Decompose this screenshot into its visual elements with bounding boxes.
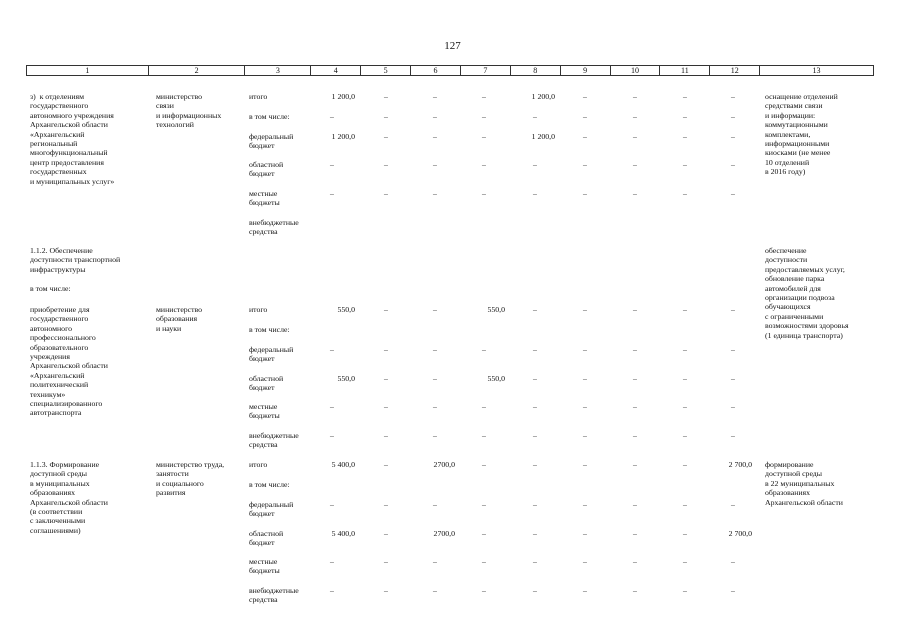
value-cell-col-7: – [482,500,486,509]
value-cell-col-6: 2700,0 [433,529,455,538]
table-header [26,65,874,76]
value-cell-col-11: – [683,305,687,314]
value-cell-col-6: – [433,305,437,314]
value-cell-col-5: – [384,586,388,595]
value-cell-col-9: – [583,92,587,101]
value-cell-col-6: – [433,557,437,566]
value-cell-col-11: – [683,431,687,440]
line-label: внебюджетные средства [249,431,299,450]
value-cell-col-4: – [330,112,334,121]
value-cell-col-6: 2700,0 [433,460,455,469]
value-cell-col-8: – [533,586,537,595]
value-cell-col-10: – [633,345,637,354]
row-executor: министерство труда, занятости и социального развития [156,460,225,498]
value-cell-col-6: – [433,189,437,198]
value-cell-col-4: – [330,160,334,169]
line-label: итого [249,460,268,469]
value-cell-col-11: – [683,557,687,566]
value-cell-col-11: – [683,189,687,198]
value-cell-col-7: 550,0 [487,374,505,383]
line-label: областной бюджет [249,160,284,179]
value-cell-col-5: – [384,402,388,411]
value-cell-col-7: – [482,586,486,595]
value-cell-col-9: – [583,557,587,566]
value-cell-col-4: 550,0 [337,374,355,383]
value-cell-col-10: – [633,557,637,566]
value-cell-col-10: – [633,586,637,595]
line-label: местные бюджеты [249,402,280,421]
value-cell-col-12: – [731,92,735,101]
value-cell-col-8: – [533,529,537,538]
value-cell-col-11: – [683,160,687,169]
value-cell-col-12: – [731,402,735,411]
value-cell-col-5: – [384,374,388,383]
value-cell-col-5: – [384,460,388,469]
value-cell-col-8: – [533,460,537,469]
value-cell-col-4: 1 200,0 [331,132,355,141]
value-cell-col-5: – [384,92,388,101]
value-cell-col-6: – [433,402,437,411]
row-name: 1.1.2. Обеспечение доступности транспортной инфраструктуры [30,246,121,274]
value-cell-col-6: – [433,132,437,141]
value-cell-col-10: – [633,305,637,314]
line-label: в том числе: [249,325,290,334]
value-cell-col-8: – [533,431,537,440]
value-cell-col-4: – [330,431,334,440]
value-cell-col-11: – [683,500,687,509]
value-cell-col-12: – [731,305,735,314]
line-label: итого [249,305,268,314]
value-cell-col-4: – [330,189,334,198]
value-cell-col-12: – [731,374,735,383]
value-cell-col-11: – [683,374,687,383]
header-col-3: 3 [245,66,311,75]
value-cell-col-10: – [633,402,637,411]
value-cell-col-12: – [731,112,735,121]
value-cell-col-5: – [384,500,388,509]
value-cell-col-8: 1 200,0 [531,132,555,141]
value-cell-col-11: – [683,586,687,595]
line-label: в том числе: [249,480,290,489]
value-cell-col-7: – [482,345,486,354]
value-cell-col-6: – [433,500,437,509]
value-cell-col-7: – [482,460,486,469]
row-name: приобретение для государственного автономного профессионального образовательного учреждения Архангельской области «Архангельский политехнический техникум» специализированного автотранспорта [30,305,108,418]
value-cell-col-11: – [683,132,687,141]
value-cell-col-7: – [482,557,486,566]
value-cell-col-11: – [683,460,687,469]
value-cell-col-12: – [731,345,735,354]
value-cell-col-8: – [533,557,537,566]
row-name: 1.1.3. Формирование доступной среды в муниципальных образованиях Архангельской области (в соответствии с заключенными соглашениями) [30,460,108,535]
line-label: итого [249,92,268,101]
value-cell-col-4: – [330,586,334,595]
value-cell-col-9: – [583,374,587,383]
value-cell-col-6: – [433,112,437,121]
value-cell-col-12: – [731,586,735,595]
value-cell-col-12: – [731,160,735,169]
line-label: местные бюджеты [249,189,280,208]
value-cell-col-12: – [731,557,735,566]
value-cell-col-8: – [533,305,537,314]
value-cell-col-5: – [384,189,388,198]
value-cell-col-7: 550,0 [487,305,505,314]
value-cell-col-9: – [583,189,587,198]
value-cell-col-8: – [533,160,537,169]
header-col-8: 8 [511,66,561,75]
value-cell-col-8: – [533,189,537,198]
value-cell-col-8: – [533,345,537,354]
header-col-5: 5 [361,66,411,75]
value-cell-col-9: – [583,460,587,469]
value-cell-col-8: – [533,500,537,509]
value-cell-col-4: 5 400,0 [331,529,355,538]
row-name: з) к отделениям государственного автономного учреждения Архангельской области «Архангельский региональный многофункциональный центр предоставления государственных и муниципальных услуг» [30,92,115,186]
row-result: обеспечение доступности предоставляемых услуг, обновление парка автомобилей для организации подвоза обучающихся с ограниченными возможностями здоровья (1 единица транспорта) [765,246,849,340]
page-number: 127 [444,40,461,52]
value-cell-col-12: – [731,132,735,141]
value-cell-col-6: – [433,160,437,169]
value-cell-col-9: – [583,500,587,509]
header-col-7: 7 [461,66,511,75]
value-cell-col-7: – [482,92,486,101]
value-cell-col-6: – [433,92,437,101]
value-cell-col-10: – [633,431,637,440]
value-cell-col-5: – [384,112,388,121]
value-cell-col-10: – [633,529,637,538]
value-cell-col-4: – [330,557,334,566]
value-cell-col-4: 550,0 [337,305,355,314]
value-cell-col-4: – [330,500,334,509]
value-cell-col-10: – [633,92,637,101]
value-cell-col-11: – [683,345,687,354]
row-executor: министерство образования и науки [156,305,203,333]
row-subnote: в том числе: [30,284,71,293]
value-cell-col-7: – [482,431,486,440]
header-col-11: 11 [660,66,710,75]
value-cell-col-9: – [583,586,587,595]
value-cell-col-4: – [330,402,334,411]
value-cell-col-9: – [583,132,587,141]
value-cell-col-6: – [433,374,437,383]
value-cell-col-9: – [583,160,587,169]
value-cell-col-11: – [683,529,687,538]
value-cell-col-10: – [633,160,637,169]
line-label: федеральный бюджет [249,345,294,364]
value-cell-col-9: – [583,345,587,354]
value-cell-col-12: 2 700,0 [728,460,752,469]
row-result: оснащение отделений средствами связи и информации: коммутационными комплектами, информационными киосками (не менее 10 отделений в 2016 году) [765,92,838,177]
value-cell-col-10: – [633,460,637,469]
value-cell-col-5: – [384,160,388,169]
value-cell-col-12: – [731,500,735,509]
value-cell-col-4: 5 400,0 [331,460,355,469]
value-cell-col-9: – [583,402,587,411]
value-cell-col-7: – [482,529,486,538]
value-cell-col-5: – [384,132,388,141]
value-cell-col-10: – [633,189,637,198]
value-cell-col-7: – [482,402,486,411]
line-label: федеральный бюджет [249,132,294,151]
value-cell-col-5: – [384,431,388,440]
value-cell-col-11: – [683,92,687,101]
line-label: областной бюджет [249,374,284,393]
value-cell-col-10: – [633,132,637,141]
value-cell-col-8: 1 200,0 [531,92,555,101]
value-cell-col-5: – [384,305,388,314]
header-col-2: 2 [149,66,246,75]
value-cell-col-8: – [533,402,537,411]
row-executor: министерство связи и информационных технологий [156,92,222,130]
header-col-13: 13 [812,66,821,75]
value-cell-col-6: – [433,431,437,440]
value-cell-col-9: – [583,431,587,440]
value-cell-col-4: 1 200,0 [331,92,355,101]
line-label: областной бюджет [249,529,284,548]
header-col-1: 1 [27,66,149,75]
value-cell-col-12: – [731,431,735,440]
value-cell-col-10: – [633,112,637,121]
header-col-10: 10 [611,66,661,75]
value-cell-col-6: – [433,345,437,354]
value-cell-col-6: – [433,586,437,595]
value-cell-col-7: – [482,160,486,169]
value-cell-col-11: – [683,402,687,411]
line-label: внебюджетные средства [249,586,299,605]
line-label: федеральный бюджет [249,500,294,519]
value-cell-col-4: – [330,345,334,354]
value-cell-col-12: 2 700,0 [728,529,752,538]
row-result: формирование доступной среды в 22 муниципальных образованиях Архангельской области [765,460,843,507]
value-cell-col-8: – [533,374,537,383]
value-cell-col-5: – [384,557,388,566]
value-cell-col-9: – [583,529,587,538]
value-cell-col-5: – [384,529,388,538]
line-label: в том числе: [249,112,290,121]
value-cell-col-7: – [482,132,486,141]
header-col-12: 12 [710,66,760,75]
line-label: внебюджетные средства [249,218,299,237]
value-cell-col-7: – [482,189,486,198]
line-label: местные бюджеты [249,557,280,576]
header-col-6: 6 [411,66,461,75]
value-cell-col-9: – [583,112,587,121]
value-cell-col-7: – [482,112,486,121]
value-cell-col-5: – [384,345,388,354]
value-cell-col-10: – [633,500,637,509]
value-cell-col-11: – [683,112,687,121]
value-cell-col-12: – [731,189,735,198]
header-col-9: 9 [561,66,611,75]
value-cell-col-10: – [633,374,637,383]
value-cell-col-9: – [583,305,587,314]
header-col-4: 4 [311,66,361,75]
value-cell-col-8: – [533,112,537,121]
